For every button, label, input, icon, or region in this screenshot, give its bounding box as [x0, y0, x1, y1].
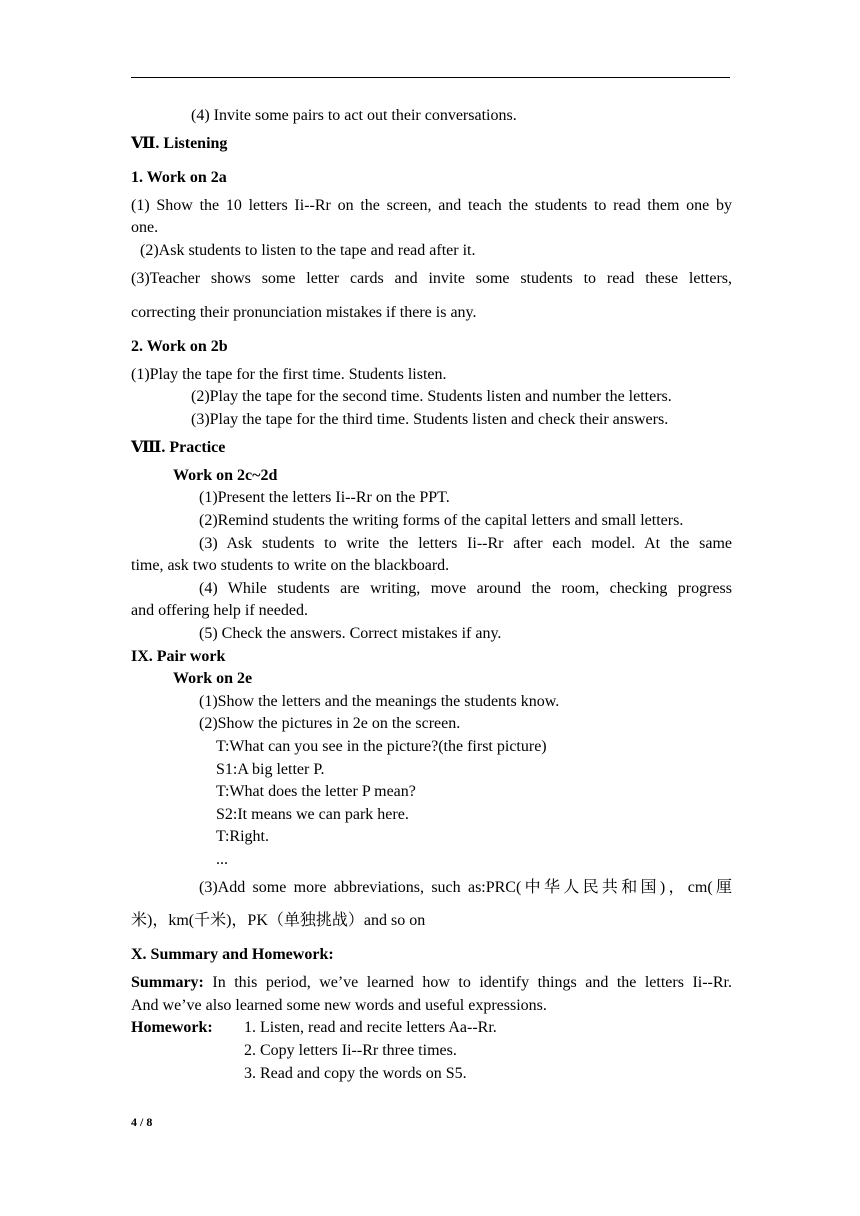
- dialogue-line-5: T:Right.: [216, 828, 269, 845]
- step-2c-2: (2)Remind students the writing forms of the capital letters and small letters.: [199, 512, 684, 529]
- header-rule: [131, 77, 730, 78]
- step-2a-3-cont: correcting their pronunciation mistakes if there is any.: [131, 304, 477, 321]
- homework-label: Homework:: [131, 1019, 213, 1036]
- homework-item-3: 3. Read and copy the words on S5.: [244, 1065, 467, 1082]
- heading-work-2a: 1. Work on 2a: [131, 169, 227, 186]
- homework-item-1: 1. Listen, read and recite letters Aa--Rr.: [244, 1019, 497, 1036]
- heading-summary-homework: X. Summary and Homework:: [131, 946, 334, 963]
- step-2e-3: (3)Add some more abbreviations, such as:PRC(中华人民共和国)，cm(厘: [199, 879, 732, 896]
- summary-line-1: [131, 973, 732, 993]
- step-2e-3-cont: 米)，km(千米)，PK（单独挑战）and so on: [131, 912, 426, 929]
- step-2a-1-cont: one.: [131, 219, 159, 236]
- step-2c-3-cont: time, ask two students to write on the blackboard.: [131, 557, 450, 574]
- summary-text: In this period, we’ve learned how to identify things and the letters Ii--Rr.: [203, 974, 732, 991]
- step-2b-3: (3)Play the tape for the third time. Students listen and check their answers.: [191, 411, 669, 428]
- page-number: 4 / 8: [131, 1115, 153, 1129]
- step-2a-2: (2)Ask students to listen to the tape and read after it.: [140, 242, 476, 259]
- heading-listening: Ⅶ. Listening: [131, 135, 228, 152]
- step-2b-1: (1)Play the tape for the first time. Students listen.: [131, 366, 447, 383]
- step-2e-1: (1)Show the letters and the meanings the students know.: [199, 693, 560, 710]
- step-2c-1: (1)Present the letters Ii--Rr on the PPT.: [199, 489, 450, 506]
- heading-work-2b: 2. Work on 2b: [131, 338, 228, 355]
- step-2a-1: (1) Show the 10 letters Ii--Rr on the screen, and teach the students to read them one by: [131, 197, 732, 214]
- step-invite-pairs: (4) Invite some pairs to act out their conversations.: [191, 107, 517, 124]
- dialogue-line-3: T:What does the letter P mean?: [216, 783, 416, 800]
- dialogue-line-1: T:What can you see in the picture?(the first picture): [216, 738, 547, 755]
- heading-pair-work: IX. Pair work: [131, 648, 226, 665]
- step-2c-5: (5) Check the answers. Correct mistakes if any.: [199, 625, 502, 642]
- dialogue-line-6: ...: [216, 851, 228, 868]
- step-2c-4-cont: and offering help if needed.: [131, 602, 308, 619]
- heading-work-2c-2d: Work on 2c~2d: [173, 467, 278, 484]
- step-2c-4: (4) While students are writing, move around the room, checking progress: [199, 580, 732, 597]
- step-2e-2: (2)Show the pictures in 2e on the screen.: [199, 715, 461, 732]
- step-2b-2: (2)Play the tape for the second time. Students listen and number the letters.: [191, 388, 672, 405]
- step-2c-3: (3) Ask students to write the letters Ii--Rr after each model. At the same: [199, 535, 732, 552]
- homework-item-2: 2. Copy letters Ii--Rr three times.: [244, 1042, 457, 1059]
- dialogue-line-4: S2:It means we can park here.: [216, 806, 409, 823]
- summary-line-2: And we’ve also learned some new words and useful expressions.: [131, 997, 547, 1014]
- step-2a-3: (3)Teacher shows some letter cards and invite some students to read these letters,: [131, 270, 732, 287]
- heading-work-2e: Work on 2e: [173, 670, 253, 687]
- summary-label: Summary:: [131, 974, 204, 991]
- heading-practice: Ⅷ. Practice: [131, 439, 226, 456]
- dialogue-line-2: S1:A big letter P.: [216, 761, 325, 778]
